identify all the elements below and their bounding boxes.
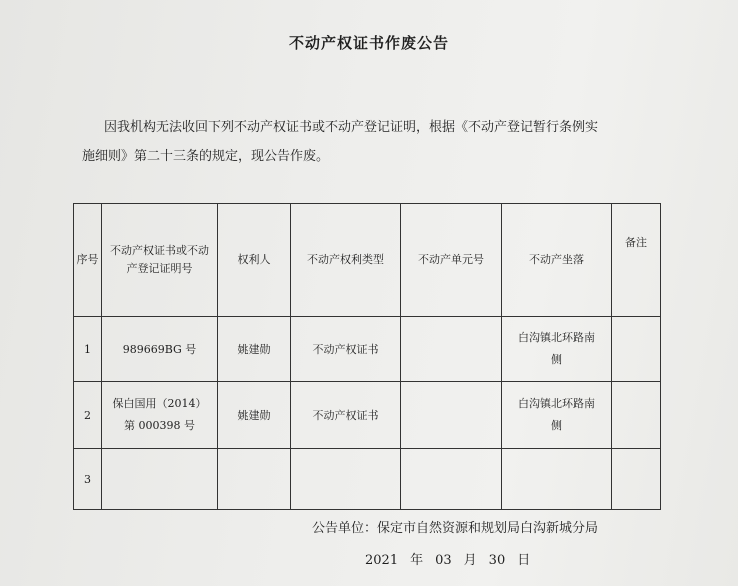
- cell-remark: [612, 317, 661, 382]
- header-cert-number: [102, 204, 218, 317]
- header-cert-line-2: 产登记证明号: [126, 262, 193, 275]
- date-year: 2021: [365, 553, 399, 568]
- cell-right-type: 不动产权证书: [291, 317, 401, 382]
- cell-seq: 2: [74, 382, 102, 449]
- cert-line-1: 保白国用（2014）: [112, 397, 207, 410]
- cert-line-2: 第 000398 号: [124, 419, 195, 432]
- cell-cert: [102, 382, 218, 449]
- location-line-1: 白沟镇北环路南: [518, 331, 595, 344]
- location-line-2: 侧: [551, 353, 562, 366]
- cell-unit-number: [401, 317, 502, 382]
- cell-seq: 1: [74, 317, 102, 382]
- cell-location: [502, 382, 612, 449]
- date-year-label: 年: [410, 553, 424, 568]
- intro-line-2: 施细则》第二十三条的规定，现公告作废。: [82, 149, 330, 164]
- location-line-1: 白沟镇北环路南: [518, 397, 595, 410]
- intro-line-1: 因我机构无法收回下列不动产权证书或不动产登记证明，根据《不动产登记暂行条例实: [104, 120, 599, 135]
- date-month: 03: [435, 553, 452, 568]
- table-row: [74, 449, 661, 510]
- header-location: 不动产坐落: [502, 204, 612, 317]
- cell-right-type: 不动产权证书: [291, 382, 401, 449]
- cell-unit-number: [401, 449, 502, 510]
- date-day: 30: [488, 553, 506, 568]
- cell-holder: [218, 449, 291, 510]
- cell-remark: [612, 382, 661, 449]
- document-title: 不动产权证书作废公告: [288, 34, 449, 52]
- cell-cert: [102, 449, 218, 510]
- date-day-label: 日: [517, 553, 531, 568]
- table-row: [74, 382, 661, 449]
- cell-location: [502, 317, 612, 382]
- cell-holder: 姚建勋: [218, 382, 291, 449]
- announcement-date: [365, 549, 542, 568]
- header-holder: 权利人: [218, 204, 291, 317]
- cell-seq: 3: [74, 449, 102, 510]
- header-unit-number: 不动产单元号: [401, 204, 502, 317]
- table-row: [74, 317, 661, 382]
- header-right-type: 不动产权利类型: [291, 204, 401, 317]
- cell-right-type: [291, 449, 401, 510]
- header-seq: 序号: [74, 204, 102, 317]
- cell-location: [502, 449, 612, 510]
- void-certificates-table: [73, 203, 661, 510]
- cell-cert: 989669BG 号: [102, 317, 218, 382]
- date-month-label: 月: [463, 553, 477, 568]
- header-cert-line-1: 不动产权证书或不动: [110, 244, 209, 257]
- header-remark: 备注: [612, 204, 661, 317]
- cell-remark: [612, 449, 661, 510]
- intro-paragraph: [82, 113, 664, 171]
- issuing-unit: 公告单位：保定市自然资源和规划局白沟新城分局: [312, 521, 599, 536]
- table-header-row: [74, 204, 661, 317]
- cell-holder: 姚建勋: [218, 317, 291, 382]
- location-line-2: 侧: [551, 419, 562, 432]
- cell-unit-number: [401, 382, 502, 449]
